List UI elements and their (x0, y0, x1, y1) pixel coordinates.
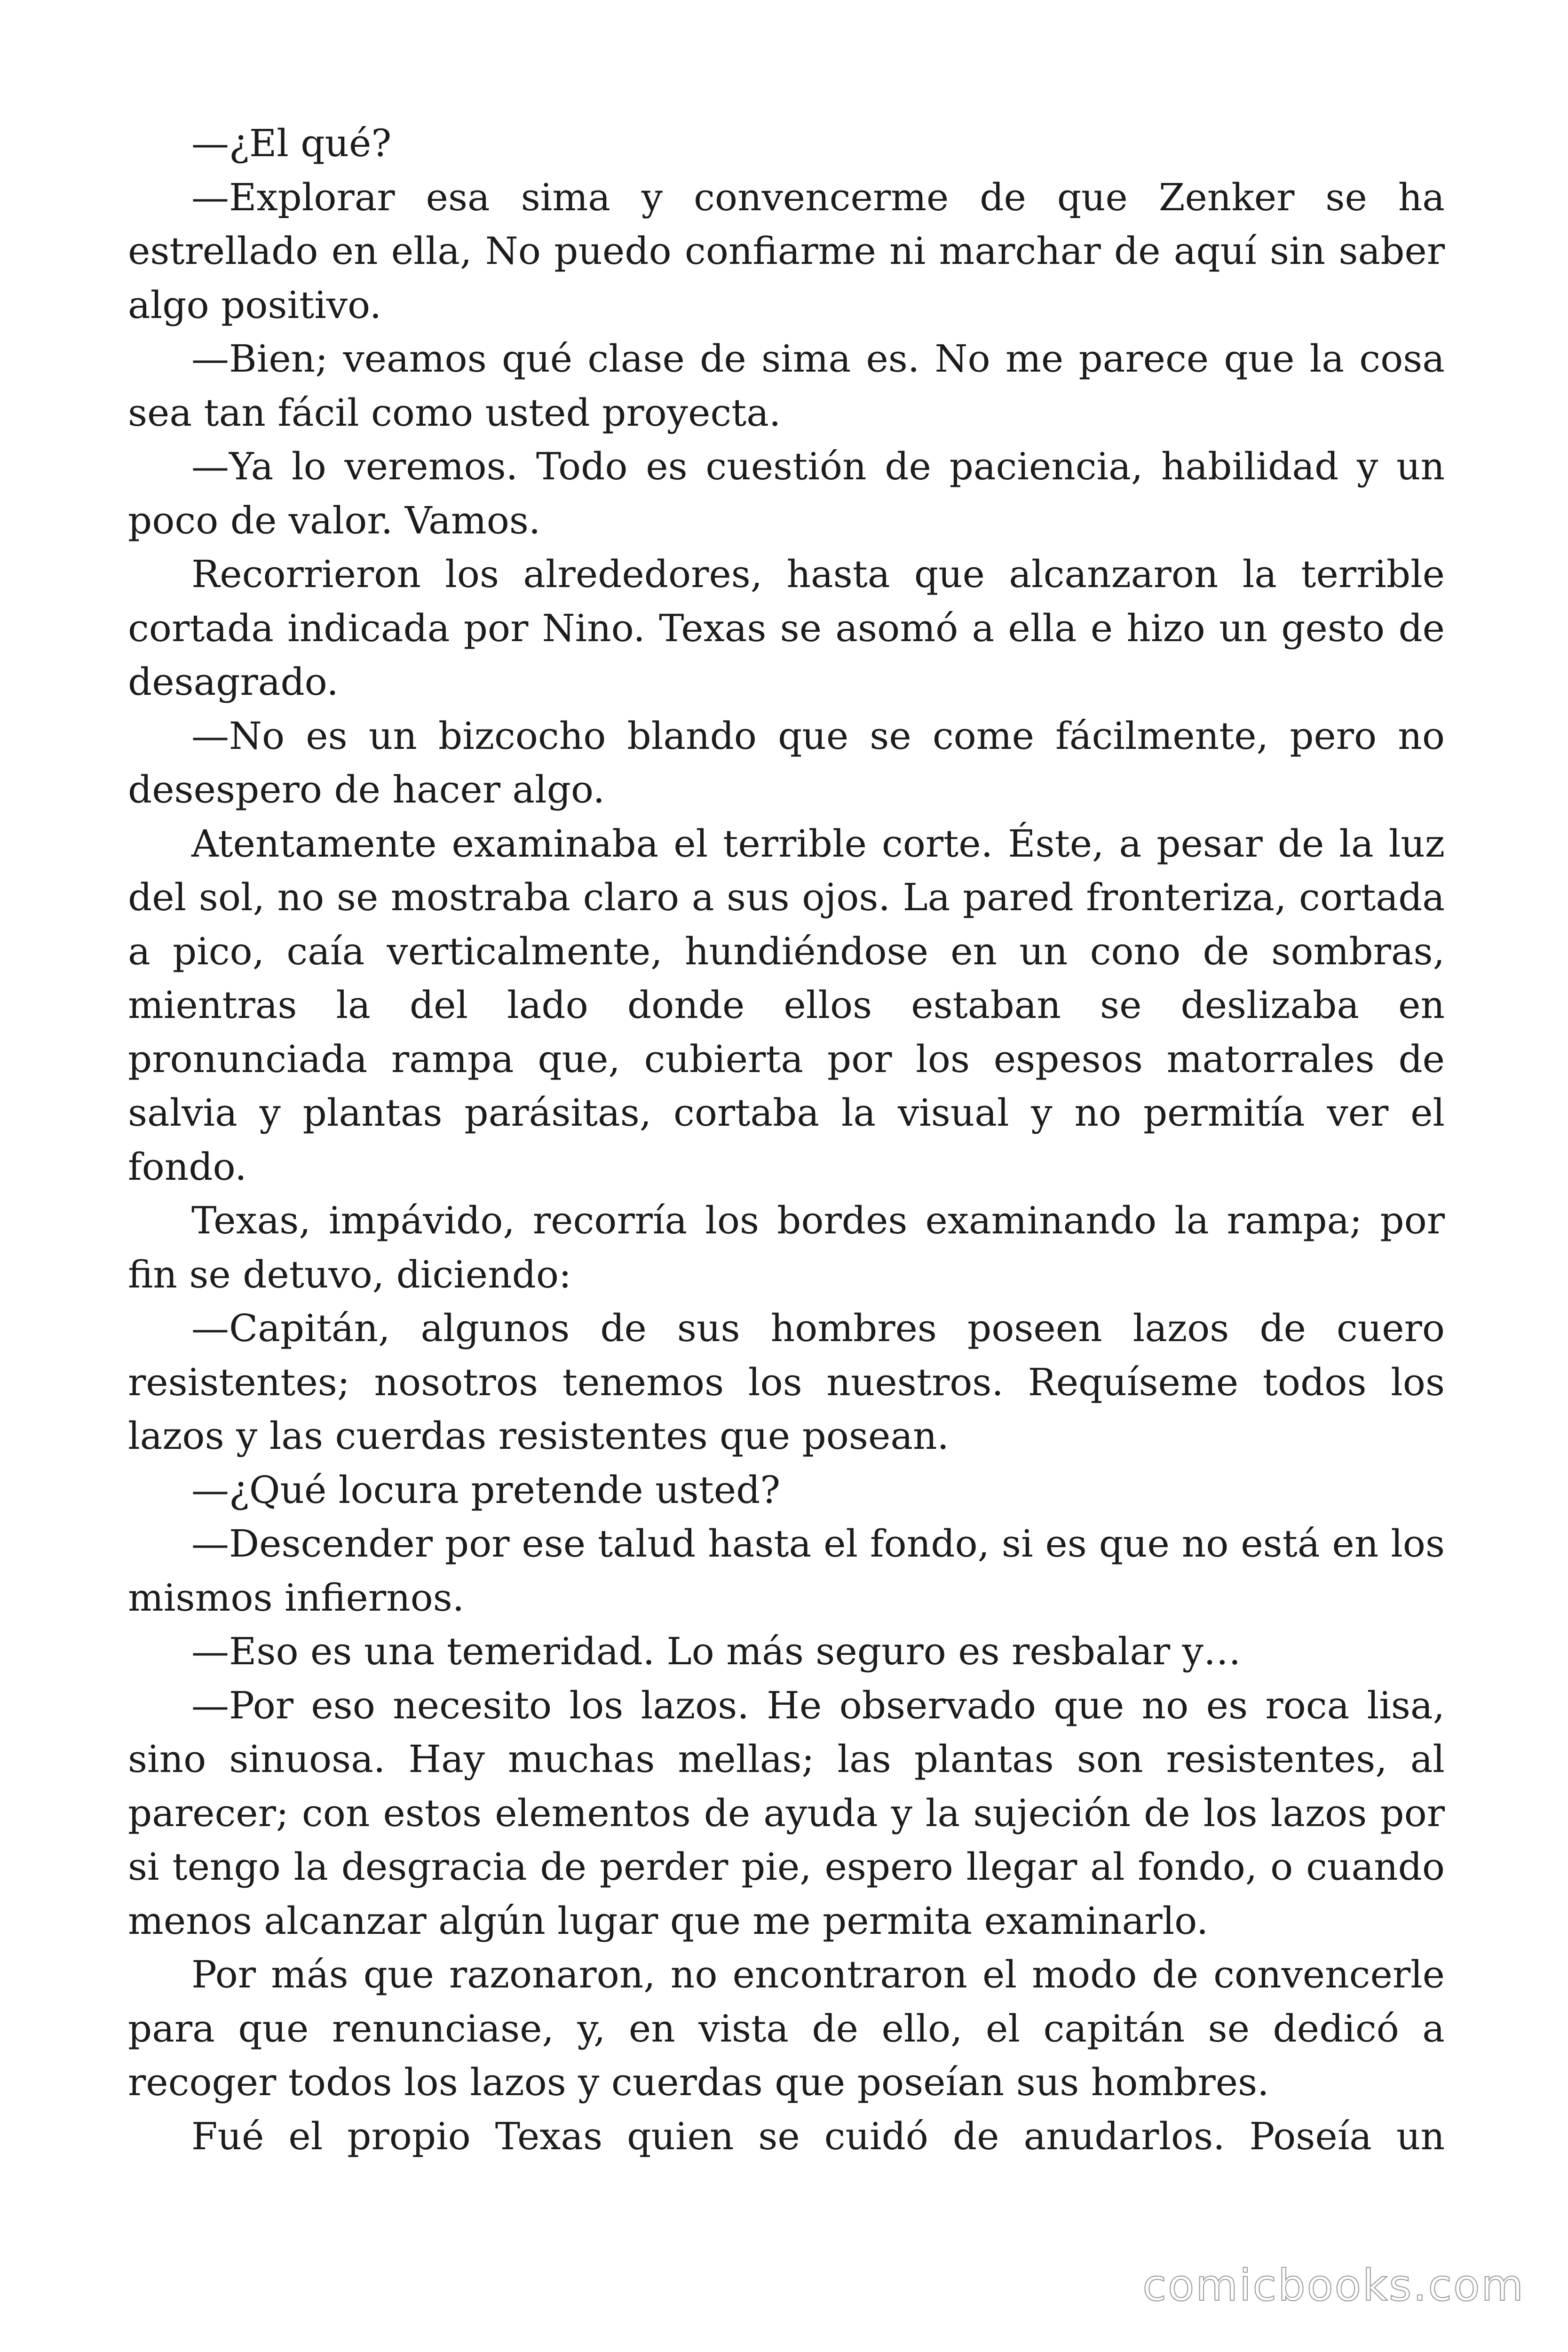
watermark: comicbooks.com (1142, 2260, 1525, 2311)
paragraph: —No es un bizcocho blando que se come fácilmente, pero no desespero de hacer algo. (128, 714, 1445, 811)
paragraph: —Explorar esa sima y convencerme de que Zenker se ha estrellado en ella, No puedo confiarme ni marchar de aquí sin saber algo positivo. (128, 175, 1445, 327)
paragraph: —Descender por ese talud hasta el fondo, si es que no está en los mismos infiernos. (128, 1522, 1445, 1620)
paragraph: Fué el propio Texas quien se cuidó de anudarlos. Poseía un (191, 2114, 1445, 2158)
paragraph: Recorrieron los alrededores, hasta que alcanzaron la terrible cortada indicada por Nino. Texas se asomó a ella e hizo un gesto de desagrado. (128, 552, 1445, 704)
paragraph: —Ya lo veremos. Todo es cuestión de paciencia, habilidad y un poco de valor. Vamos. (128, 445, 1445, 542)
paragraph: Por más que razonaron, no encontraron el modo de convencerle para que renunciase, y, en vista de ello, el capitán se dedicó a recoger todos los lazos y cuerdas que poseían sus hombres. (128, 1953, 1445, 2104)
paragraph: Atentamente examinaba el terrible corte. Éste, a pesar de la luz del sol, no se mostraba claro a sus ojos. La pared fronteriza, cortada a pico, caía verticalmente, hundiéndose en un cono de sombras, mientras la del lado donde ellos estaban se deslizaba en pronunciada rampa que, cubierta por los espesos matorrales de salvia y plantas parásitas, cortaba la visual y no permitía ver el fondo. (128, 821, 1445, 1189)
paragraph: —Por eso necesito los lazos. He observado que no es roca lisa, sino sinuosa. Hay muchas mellas; las plantas son resistentes, al parecer; con estos elementos de ayuda y la sujeción de los lazos por si tengo la desgracia de perder pie, espero llegar al fondo, o cuando menos alcanzar algún lugar que me permita examinarlo. (128, 1683, 1445, 1943)
paragraph: —Bien; veamos qué clase de sima es. No me parece que la cosa sea tan fácil como usted proyecta. (128, 337, 1445, 435)
paragraph: —Eso es una temeridad. Lo más seguro es resbalar y… (191, 1629, 1241, 1673)
paragraph: —Capitán, algunos de sus hombres poseen lazos de cuero resistentes; nosotros tenemos los nuestros. Requíseme todos los lazos y las cuerdas resistentes que posean. (128, 1306, 1445, 1458)
body-text (128, 117, 1445, 2163)
paragraph: Texas, impávido, recorría los bordes examinando la rampa; por fin se detuvo, diciendo: (128, 1199, 1445, 1296)
paragraph: —¿El qué? (191, 121, 392, 165)
paragraph: —¿Qué locura pretende usted? (191, 1468, 781, 1512)
